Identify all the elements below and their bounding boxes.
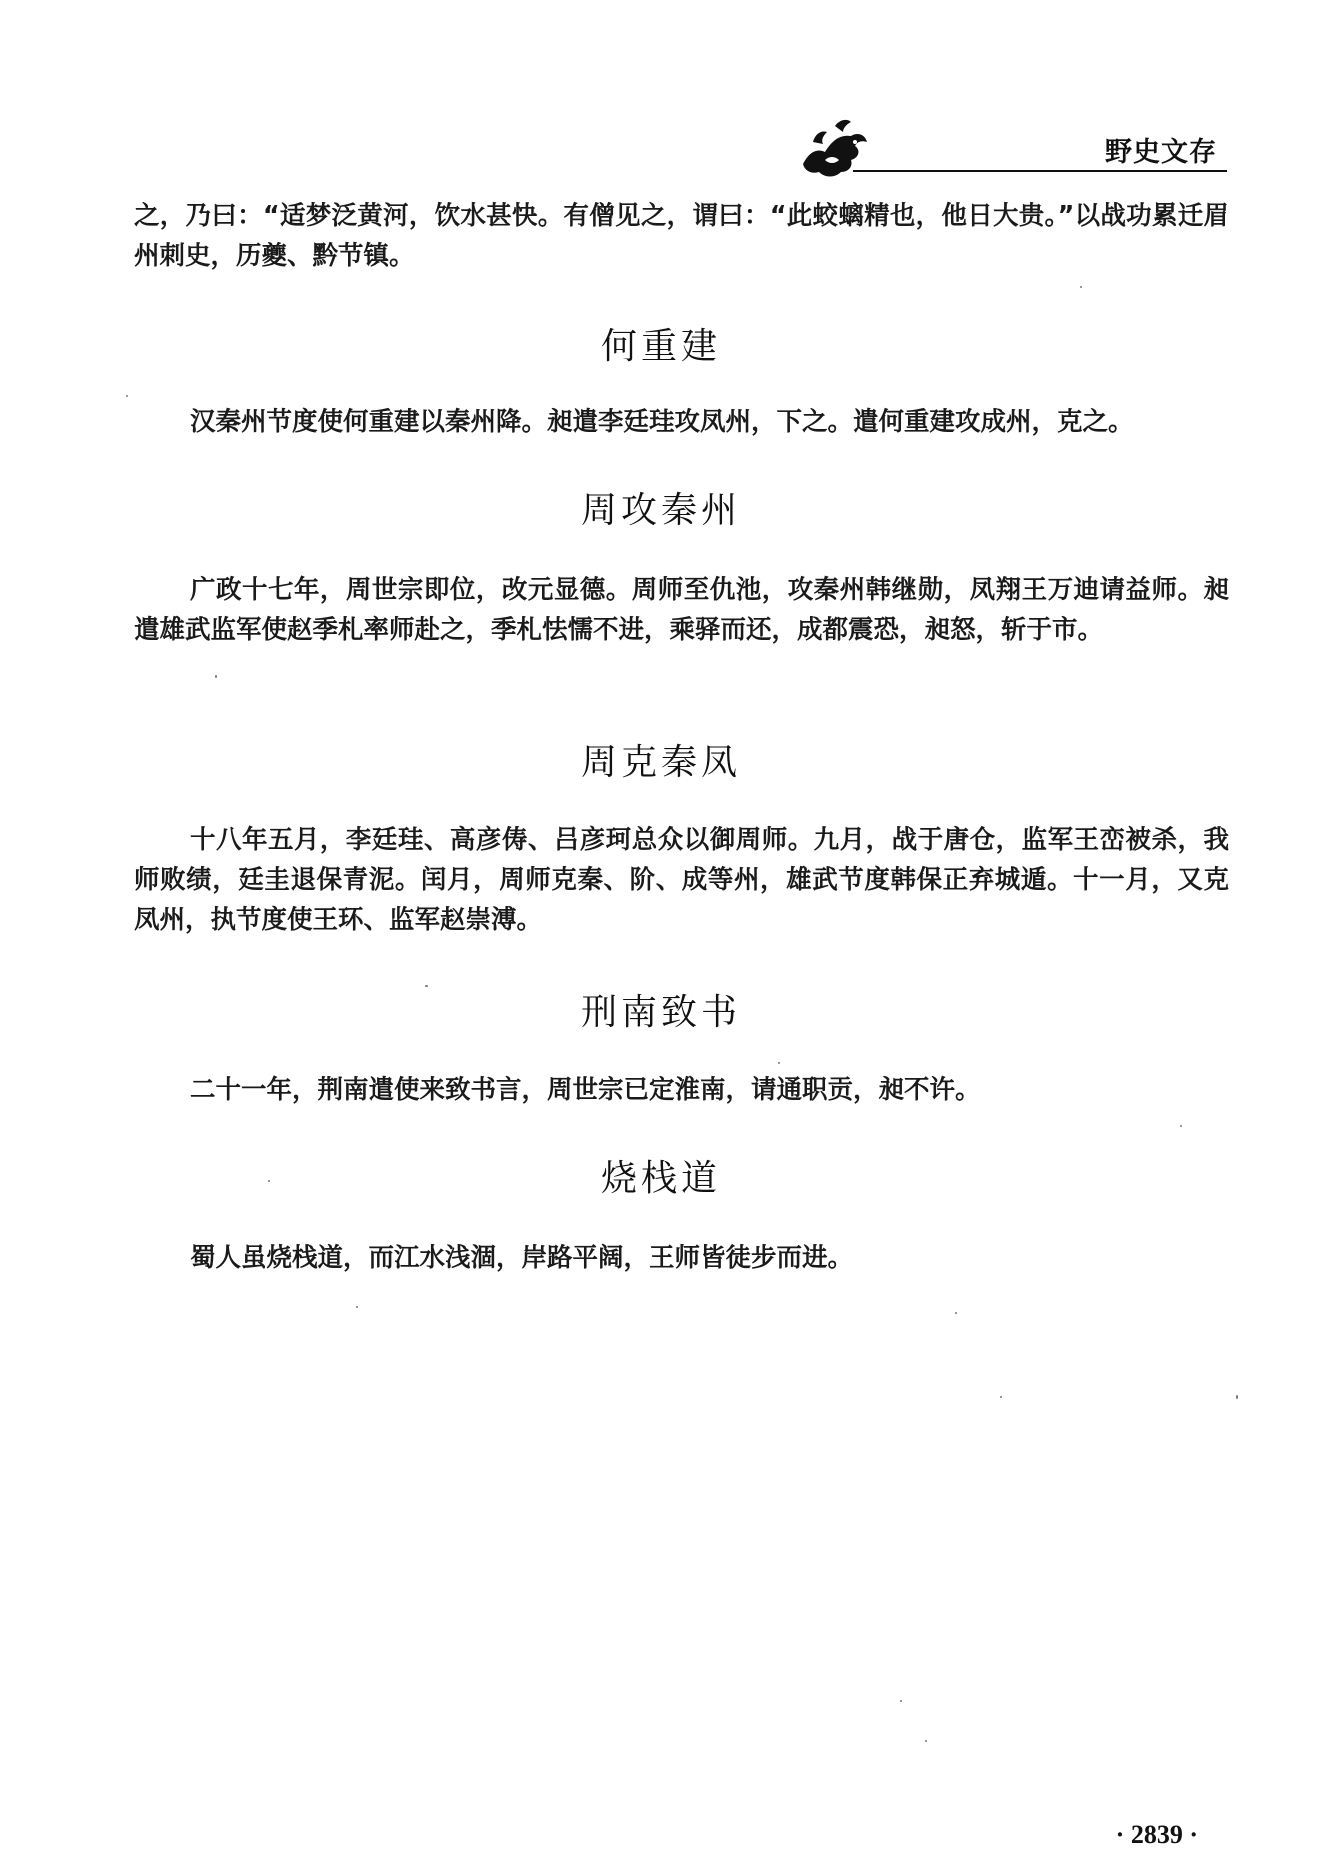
scan-speck — [215, 675, 217, 678]
scan-speck — [778, 1062, 780, 1064]
paragraph-shao-zhandao: 蜀人虽烧栈道，而江水浅涸，岸路平阔，王师皆徒步而进。 — [190, 1243, 854, 1273]
scan-speck — [955, 1312, 957, 1314]
paragraph-continuation: 之，乃曰：“适梦泛黄河，饮水甚快。有僧见之，谓曰：“此蛟螭精也，他日大贵。”以战功累迁眉州刺史，历夔、黔节镇。 — [134, 201, 1229, 271]
running-header-title: 野史文存 — [1105, 137, 1217, 168]
scan-speck — [356, 1306, 358, 1308]
scan-speck — [1080, 286, 1082, 288]
scan-speck — [268, 1180, 270, 1182]
section-heading-xingnan-zhishu: 刑南致书 — [580, 992, 741, 1033]
scan-speck — [900, 1700, 902, 1702]
section-heading-he-zhongjian: 何重建 — [600, 326, 721, 367]
section-heading-shao-zhandao: 烧栈道 — [600, 1158, 721, 1199]
scan-speck — [925, 1740, 927, 1742]
section-heading-zhou-gong-qinzhou: 周攻秦州 — [580, 490, 741, 531]
scan-speck — [425, 985, 428, 987]
page-header — [795, 112, 1227, 182]
scan-speck — [1180, 1125, 1182, 1127]
paragraph-zhou-gong-qinzhou: 广政十七年，周世宗即位，改元显德。周师至仇池，攻秦州韩继勋，凤翔王万迪请益师。昶遣雄武监军使赵季札率师赴之，季札怯懦不进，乘驿而还，成都震恐，昶怒，斩于市。 — [134, 575, 1229, 645]
scan-speck — [1000, 1396, 1002, 1398]
scan-speck — [126, 395, 128, 397]
paragraph-he-zhongjian: 汉秦州节度使何重建以秦州降。昶遣李廷珪攻凤州，下之。遣何重建攻成州，克之。 — [190, 407, 1134, 437]
scan-speck — [1236, 1395, 1238, 1399]
paragraph-zhou-ke-qinfeng: 十八年五月，李廷珪、高彦俦、吕彦珂总众以御周师。九月，战于唐仓，监军王峦被杀，我师败绩，廷圭退保青泥。闰月，周师克秦、阶、成等州，雄武节度韩保正弃城遁。十一月，又克凤州，执节度使王环、监军赵崇溥。 — [134, 825, 1229, 935]
paragraph-xingnan-zhishu: 二十一年，荆南遣使来致书言，周世宗已定淮南，请通职贡，昶不许。 — [190, 1075, 981, 1105]
section-heading-zhou-ke-qinfeng: 周克秦凤 — [580, 742, 741, 783]
page-number: · 2839 · — [1115, 1820, 1198, 1849]
header-rule — [853, 170, 1227, 172]
